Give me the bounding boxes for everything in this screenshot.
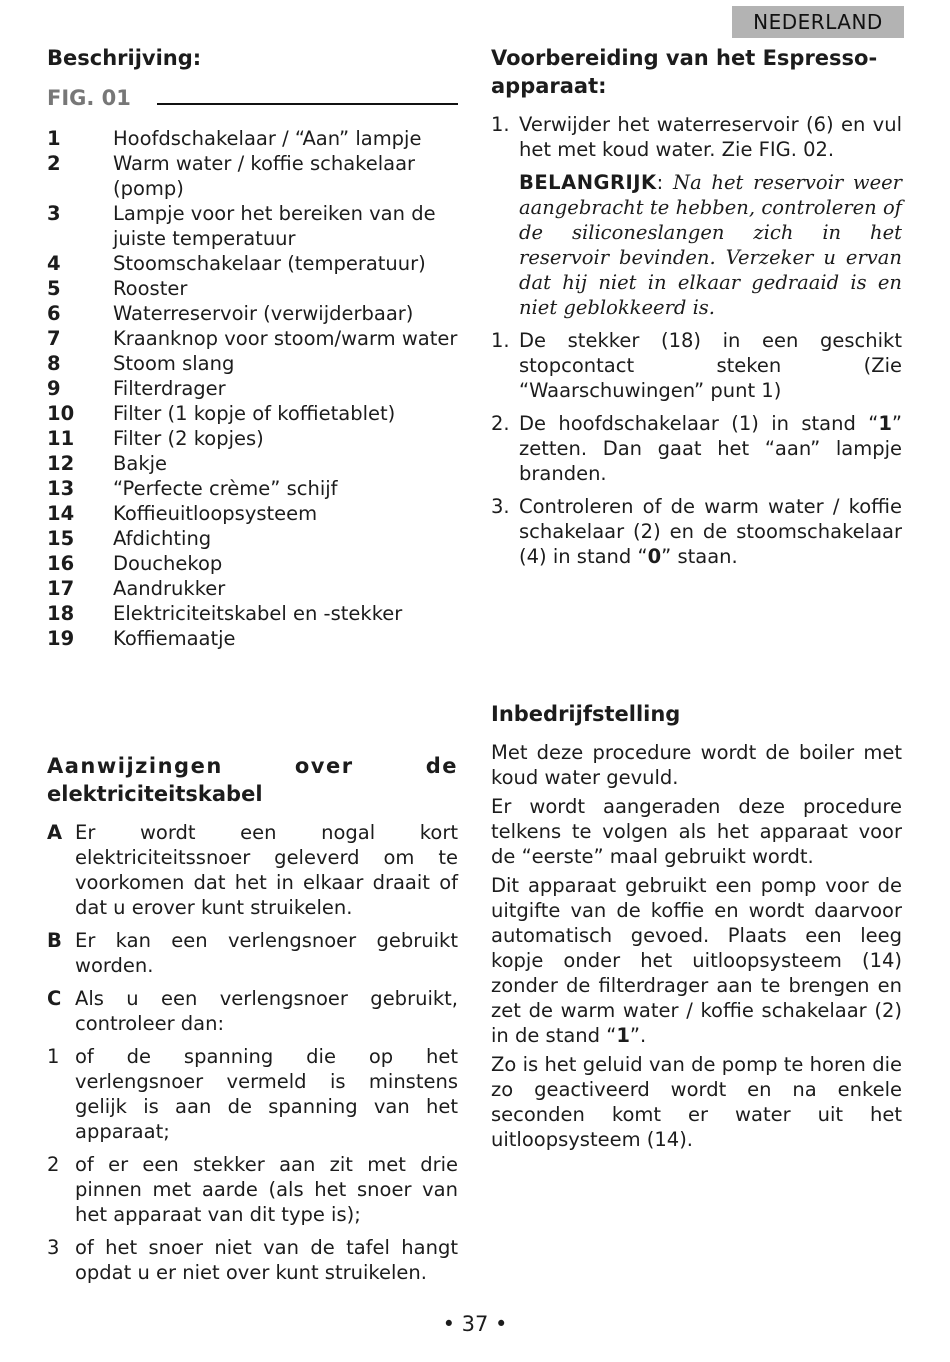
part-item (47, 426, 458, 451)
part-item (47, 351, 458, 376)
prep-step-b-bold: 1 (878, 412, 892, 435)
part-number: 14 (47, 502, 75, 525)
prep-step-c-num: 3. (491, 495, 510, 518)
part-label: Aandrukker (113, 577, 226, 600)
part-label: Koffieuitloopsysteem (113, 502, 318, 525)
cable-item-letter: A (47, 821, 63, 844)
cable-item-text: Er kan een verlengsnoer gebruikt worden. (75, 929, 458, 977)
prep-step-c-text (519, 494, 902, 569)
part-item (47, 201, 458, 251)
language-tab: NEDERLAND (732, 6, 904, 38)
important-label: BELANGRIJK (519, 171, 657, 194)
startup-para-3-pre: Dit apparaat gebruikt een pomp voor de uitgifte van de koffie en wordt daarvoor automatisch gevoed. Plaats een leeg kopje onder het uitloopsysteem (14) zonder de filterdrager aan te brengen en zet de warm water / koffie schakelaar (2) in de stand “ (491, 874, 902, 1047)
cable-check-text: of er een stekker aan zit met drie pinnen met aarde (als het snoer van het apparaat van dit type is); (75, 1153, 458, 1226)
startup-title: Inbedrijfstelling (491, 702, 681, 726)
part-label: Stoom slang (113, 352, 235, 375)
cable-title-line1: Aanwijzingen over de (47, 754, 458, 778)
part-item (47, 501, 458, 526)
fig-label (47, 86, 458, 116)
startup-para-3-bold: 1 (616, 1024, 630, 1047)
prep-step-1 (491, 112, 902, 162)
part-number: 9 (47, 377, 61, 400)
part-label: Hoofdschakelaar / “Aan” lampje (113, 127, 422, 150)
part-number: 16 (47, 552, 75, 575)
part-number: 1 (47, 127, 61, 150)
prep-step-b-post: ” zetten. Dan gaat het “aan” lampje branden. (519, 412, 902, 485)
prep-step-1-num: 1. (491, 113, 510, 136)
prep-step-b-pre: De hoofdschakelaar (1) in stand “ (519, 412, 879, 435)
cable-item-letter: B (47, 929, 62, 952)
important-note (519, 170, 902, 320)
startup-para-2: Er wordt aangeraden deze procedure telkens te volgen als het apparaat voor de “eerste” maal gebruikt wordt. (491, 795, 902, 868)
part-item (47, 401, 458, 426)
prep-step-a-num: 1. (491, 329, 510, 352)
cable-title-line2: elektriciteitskabel (47, 782, 263, 806)
part-label: Lampje voor het bereiken van de juiste temperatuur (113, 202, 436, 250)
part-number: 11 (47, 427, 75, 450)
prep-step-b-num: 2. (491, 412, 510, 435)
cable-check-item (47, 1235, 458, 1285)
part-number: 7 (47, 327, 61, 350)
part-item (47, 376, 458, 401)
prep-step-c-bold: 0 (647, 545, 662, 568)
startup-para-3-post: ”. (629, 1024, 647, 1047)
cable-list (47, 820, 458, 1036)
cable-item-letter: C (47, 987, 62, 1010)
part-number: 19 (47, 627, 75, 650)
part-number: 8 (47, 352, 61, 375)
right-column (491, 44, 902, 1151)
preparation-title: Voorbereiding van het Espresso-apparaat: (491, 46, 878, 98)
part-item (47, 601, 458, 626)
part-label: “Perfecte crème” schijf (113, 477, 338, 500)
part-item (47, 526, 458, 551)
fig-rule (157, 103, 458, 105)
cable-check-number: 1 (47, 1045, 60, 1068)
part-label: Kraanknop voor stoom/warm water (113, 327, 458, 350)
cable-item (47, 820, 458, 920)
part-number: 17 (47, 577, 75, 600)
cable-check-number: 3 (47, 1236, 60, 1259)
fig-label-text: FIG. 01 (47, 86, 131, 110)
part-label: Filter (2 kopjes) (113, 427, 264, 450)
cable-item-text: Er wordt een nogal kort elektriciteitssnoer geleverd om te voorkomen dat het in elkaar draait of dat u erover kunt struikelen. (75, 821, 458, 919)
part-item (47, 476, 458, 501)
prep-step-b-text (519, 411, 902, 486)
part-label: Filterdrager (113, 377, 226, 400)
part-number: 2 (47, 152, 61, 175)
part-item (47, 551, 458, 576)
part-number: 18 (47, 602, 75, 625)
prep-step-b (491, 411, 902, 486)
cable-check-item (47, 1044, 458, 1144)
part-label: Douchekop (113, 552, 223, 575)
part-item (47, 326, 458, 351)
startup-para-1: Met deze procedure wordt de boiler met koud water gevuld. (491, 741, 902, 789)
part-number: 6 (47, 302, 61, 325)
part-label: Rooster (113, 277, 188, 300)
cable-check-text: of het snoer niet van de tafel hangt opdat u er niet over kunt struikelen. (75, 1236, 458, 1284)
cable-check-text: of de spanning die op het verlengsnoer vermeld is minstens gelijk is aan de spanning van het apparaat; (75, 1045, 458, 1143)
important-sep: : (656, 171, 673, 194)
important-text: Na het reservoir weer aangebracht te hebben, controleren of de siliconeslangen zich in het reservoir bevinden. Verzeker u ervan dat hij niet in elkaar gedraaid is en niet geblokkeerd is. (519, 171, 902, 319)
cable-item-text: Als u een verlengsnoer gebruikt, controleer dan: (75, 987, 458, 1035)
cable-check-item (47, 1152, 458, 1227)
part-number: 4 (47, 252, 61, 275)
part-label: Stoomschakelaar (temperatuur) (113, 252, 426, 275)
part-number: 12 (47, 452, 75, 475)
part-number: 5 (47, 277, 61, 300)
part-label: Bakje (113, 452, 168, 475)
part-item (47, 276, 458, 301)
prep-step-c-pre: Controleren of de warm water / koffie schakelaar (2) en de stoomschakelaar (4) in stand “ (519, 495, 902, 568)
left-column (47, 44, 458, 1293)
part-number: 10 (47, 402, 75, 425)
prep-step-c (491, 494, 902, 569)
prep-step-c-post: ” staan. (661, 545, 738, 568)
part-item (47, 151, 458, 201)
startup-section (491, 700, 902, 1156)
part-item (47, 251, 458, 276)
part-label: Koffiemaatje (113, 627, 236, 650)
page-number: • 37 • (442, 1312, 508, 1336)
part-number: 15 (47, 527, 75, 550)
prep-step-1-text: Verwijder het waterreservoir (6) en vul het met koud water. Zie FIG. 02. (519, 113, 902, 161)
cable-checks (47, 1044, 458, 1285)
description-title: Beschrijving: (47, 46, 202, 70)
cable-item (47, 928, 458, 978)
part-label: Elektriciteitskabel en -stekker (113, 602, 403, 625)
startup-para-3 (491, 873, 902, 1048)
prep-step-a (491, 328, 902, 403)
part-number: 3 (47, 202, 61, 225)
part-item (47, 626, 458, 651)
part-number: 13 (47, 477, 75, 500)
part-item (47, 126, 458, 151)
part-label: Waterreservoir (verwijderbaar) (113, 302, 414, 325)
part-label: Warm water / koffie schakelaar (pomp) (113, 152, 416, 200)
part-item (47, 451, 458, 476)
startup-para-4: Zo is het geluid van de pomp te horen die zo geactiveerd wordt en na enkele seconden komt er water uit het uitloopsysteem (14). (491, 1053, 902, 1151)
parts-list (47, 126, 458, 651)
cable-check-number: 2 (47, 1153, 60, 1176)
cable-item (47, 986, 458, 1036)
part-item (47, 301, 458, 326)
part-label: Afdichting (113, 527, 212, 550)
part-item (47, 576, 458, 601)
prep-step-a-text: De stekker (18) in een geschikt stopcontact steken (Zie “Waarschuwingen” punt 1) (519, 329, 902, 402)
part-label: Filter (1 kopje of koffietablet) (113, 402, 396, 425)
